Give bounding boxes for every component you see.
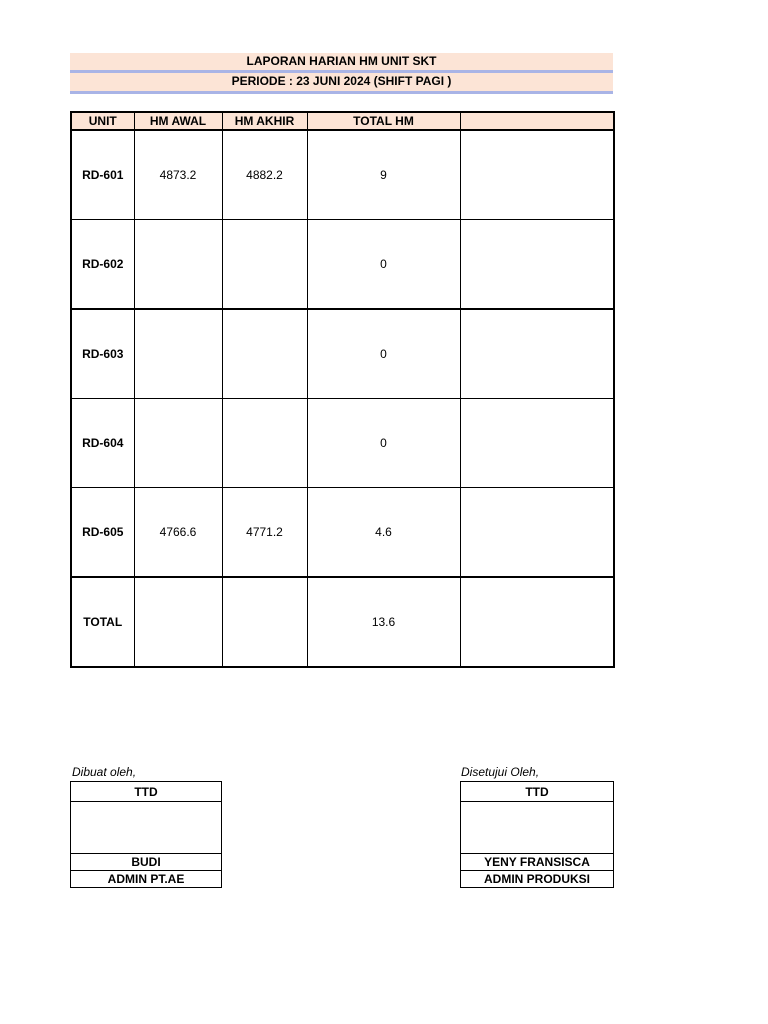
- signature-left-ttd: TTD: [71, 782, 222, 802]
- cell-notes: [460, 309, 614, 399]
- cell-total-hm: 4.6: [307, 488, 460, 578]
- table-total-row: [71, 577, 614, 667]
- cell-hm-akhir: [222, 309, 307, 399]
- cell-hm-awal: 4873.2: [134, 130, 222, 220]
- table-row: [71, 130, 614, 220]
- signature-right-name: YENY FRANSISCA: [461, 854, 614, 871]
- cell-hm-akhir: 4882.2: [222, 130, 307, 220]
- cell-notes: [460, 399, 614, 488]
- header-hm-akhir: HM AKHIR: [222, 112, 307, 130]
- cell-total-hm: 9: [307, 130, 460, 220]
- cell-notes: [460, 488, 614, 578]
- signature-left-box: [70, 781, 222, 888]
- cell-hm-awal: [134, 399, 222, 488]
- signature-right-box: [460, 781, 614, 888]
- report-title: LAPORAN HARIAN HM UNIT SKT: [70, 53, 613, 73]
- cell-notes: [460, 220, 614, 310]
- signature-right-ttd: TTD: [461, 782, 614, 802]
- cell-total-hm: 0: [307, 399, 460, 488]
- cell-unit: RD-601: [71, 130, 134, 220]
- header-unit: UNIT: [71, 112, 134, 130]
- cell-hm-akhir: [222, 220, 307, 310]
- signature-right-role: ADMIN PRODUKSI: [461, 871, 614, 888]
- cell-unit: RD-602: [71, 220, 134, 310]
- table-row: [71, 309, 614, 399]
- cell-total-label: TOTAL: [71, 577, 134, 667]
- header-total-hm: TOTAL HM: [307, 112, 460, 130]
- signature-right-space: [461, 802, 614, 854]
- table-row: [71, 488, 614, 578]
- cell-unit: RD-604: [71, 399, 134, 488]
- signature-left-caption: Dibuat oleh,: [72, 765, 137, 779]
- report-period: PERIODE : 23 JUNI 2024 (SHIFT PAGI ): [70, 73, 613, 94]
- signature-left-role: ADMIN PT.AE: [71, 871, 222, 888]
- cell-unit: RD-605: [71, 488, 134, 578]
- signature-right-caption: Disetujui Oleh,: [461, 765, 540, 779]
- signature-left-name: BUDI: [71, 854, 222, 871]
- signature-left-space: [71, 802, 222, 854]
- cell-hm-akhir: [222, 399, 307, 488]
- header-hm-awal: HM AWAL: [134, 112, 222, 130]
- cell-hm-awal: [134, 309, 222, 399]
- cell-hm-awal: 4766.6: [134, 488, 222, 578]
- cell-notes: [460, 130, 614, 220]
- cell-hm-akhir: 4771.2: [222, 488, 307, 578]
- cell-total-hm: 0: [307, 309, 460, 399]
- header-notes: [460, 112, 614, 130]
- table-row: [71, 220, 614, 310]
- cell-hm-awal: [134, 220, 222, 310]
- table-row: [71, 399, 614, 488]
- table-header-row: [71, 112, 614, 130]
- cell-total-hm: 0: [307, 220, 460, 310]
- cell-total-sum: 13.6: [307, 577, 460, 667]
- cell-empty: [134, 577, 222, 667]
- cell-unit: RD-603: [71, 309, 134, 399]
- cell-empty: [460, 577, 614, 667]
- hm-table: [70, 111, 615, 668]
- cell-empty: [222, 577, 307, 667]
